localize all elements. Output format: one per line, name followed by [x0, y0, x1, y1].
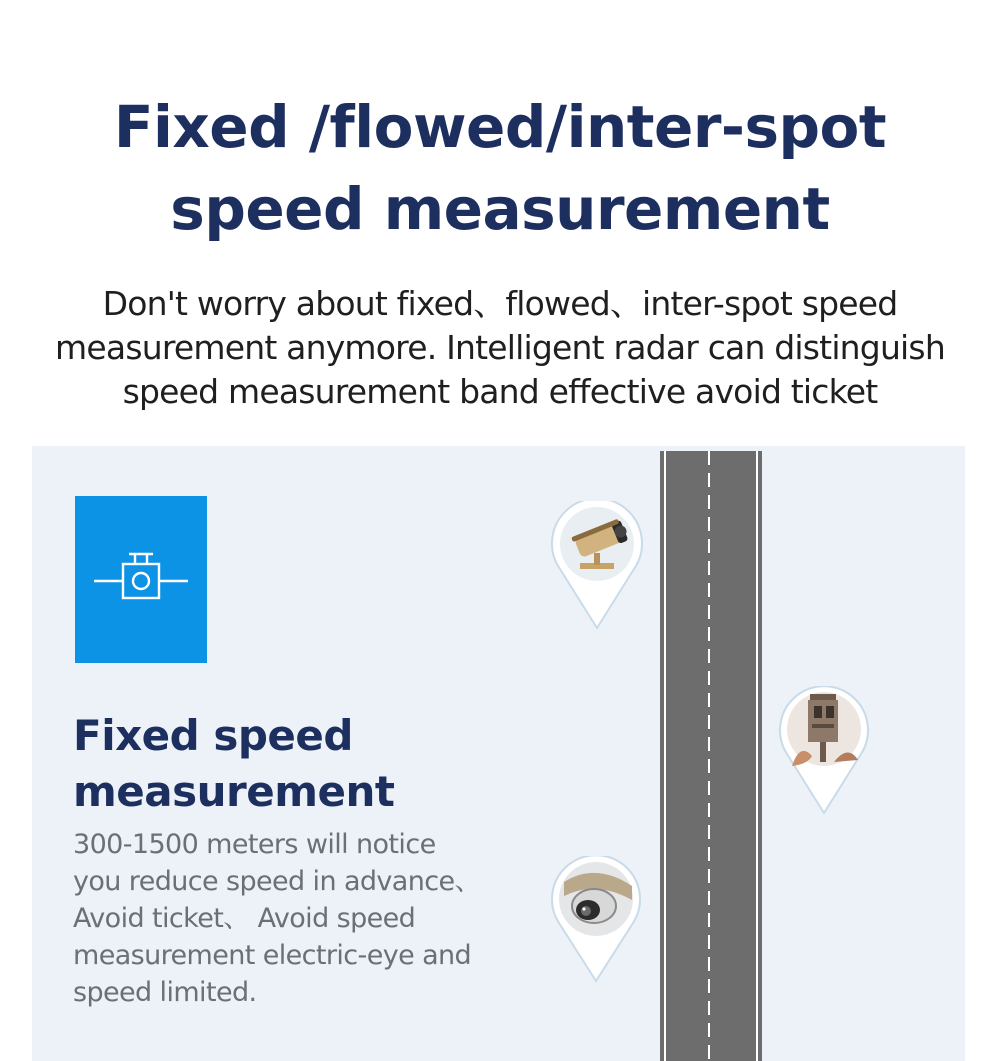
subtitle-line-1: Don't worry about fixed、flowed、inter-spot speed — [102, 284, 898, 323]
road — [664, 451, 758, 1061]
roadside-speed-box-pin — [778, 686, 870, 816]
page-title — [0, 86, 1000, 250]
feature-desc-line-2: you reduce speed in advance、 — [73, 866, 481, 897]
page-title-line-2: speed measurement — [170, 175, 830, 243]
feature-title-line-1: Fixed speed — [73, 711, 353, 760]
feature-desc-line-1: 300-1500 meters will notice — [73, 829, 436, 860]
feature-desc-line-5: speed limited. — [73, 977, 257, 1008]
feature-desc-line-4: measurement electric-eye and — [73, 940, 472, 971]
feature-title — [73, 708, 513, 820]
page-subtitle — [0, 282, 1000, 414]
bullet-camera-pin — [550, 501, 644, 631]
feature-desc-line-3: Avoid ticket、 Avoid speed — [73, 903, 416, 934]
feature-panel — [32, 446, 965, 1061]
subtitle-line-3: speed measurement band effective avoid ticket — [122, 372, 878, 411]
fixed-speed-camera-icon — [93, 551, 189, 607]
feature-description — [73, 826, 533, 1011]
lane-divider — [708, 451, 710, 1061]
page-title-line-1: Fixed /flowed/inter-spot — [113, 93, 887, 161]
subtitle-line-2: measurement anymore. Intelligent radar can distinguish — [55, 328, 945, 367]
dome-camera-pin — [550, 856, 642, 984]
feature-icon-tile — [75, 496, 207, 663]
feature-title-line-2: measurement — [73, 767, 395, 816]
